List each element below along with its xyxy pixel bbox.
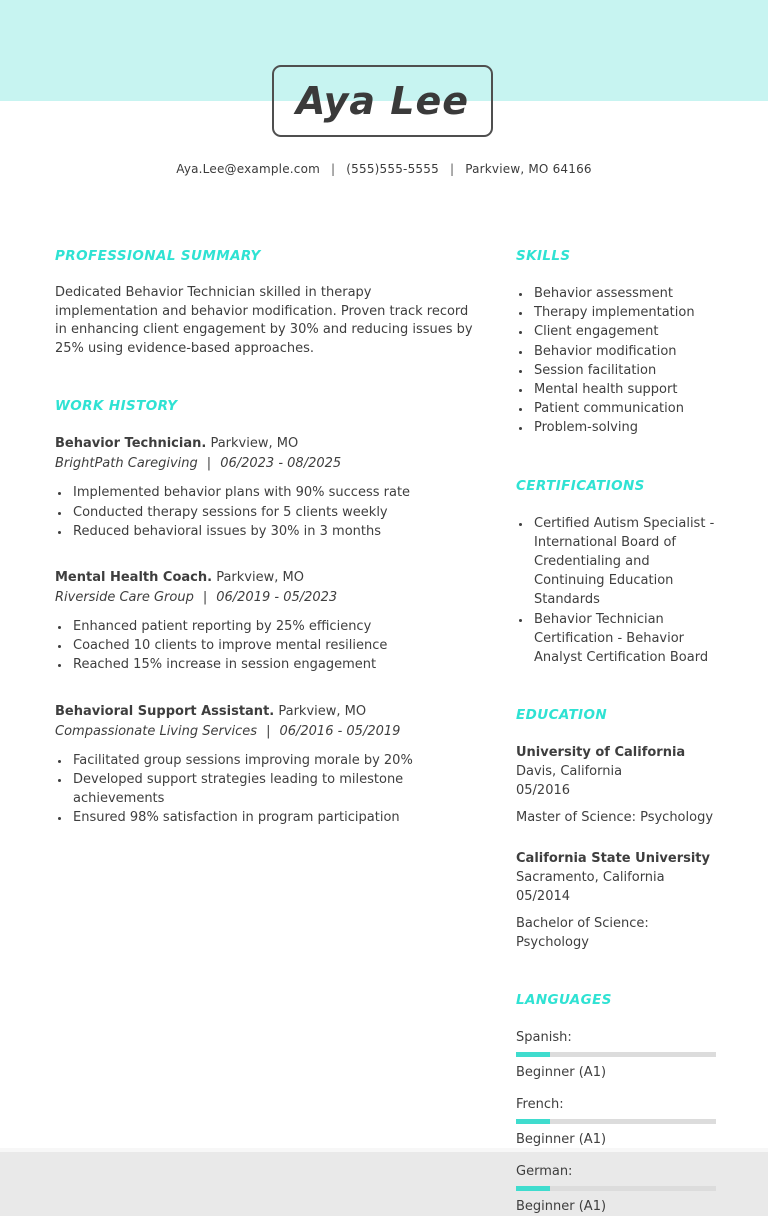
contact-separator: | (449, 162, 455, 176)
school-degree: Master of Science: Psychology (516, 810, 714, 826)
certifications-heading: CERTIFICATIONS (516, 477, 645, 494)
job-company-line (55, 453, 473, 474)
certifications-list (516, 514, 716, 668)
job-title: Mental Health Coach. (55, 569, 213, 585)
job-company: BrightPath Caregiving (55, 456, 198, 472)
job-separator: | (202, 589, 208, 605)
skills-heading: SKILLS (516, 248, 571, 264)
job-bullet: • Conducted therapy sessions for 5 clients weekly (71, 503, 473, 522)
job-entry (55, 568, 473, 675)
certification-item: • Behavior Technician Certification - Behavior Analyst Certification Board (532, 610, 716, 668)
skill-item: • Client engagement (532, 322, 716, 341)
candidate-name: Aya Lee (295, 79, 470, 123)
job-bullet: • Implemented behavior plans with 90% success rate (71, 483, 473, 502)
job-bullet: • Coached 10 clients to improve mental resilience (71, 636, 473, 655)
name-box (272, 65, 493, 137)
job-bullet: • Reduced behavioral issues by 30% in 3 months (71, 522, 473, 541)
job-bullet-list (55, 617, 473, 675)
school-date: 05/2016 (516, 783, 571, 799)
content-columns (55, 248, 716, 1216)
languages-heading: LANGUAGES (516, 992, 612, 1009)
job-dates: 06/2016 - 05/2019 (279, 723, 401, 739)
language-proficiency-bar (516, 1119, 716, 1124)
left-column (55, 248, 473, 827)
skill-item: • Problem-solving (532, 418, 716, 437)
skill-item: • Session facilitation (532, 361, 716, 380)
job-company-line (55, 721, 473, 742)
language-level: Beginner (A1) (516, 1132, 607, 1148)
job-company: Riverside Care Group (55, 589, 194, 605)
job-title: Behavioral Support Assistant. (55, 703, 275, 719)
school-name: California State University (516, 851, 710, 867)
skills-list (516, 284, 716, 438)
language-proficiency-bar (516, 1052, 716, 1057)
job-location: Parkview, MO (216, 569, 304, 585)
contact-separator: | (331, 162, 336, 176)
language-name: French: (516, 1097, 564, 1113)
education-entry (516, 743, 716, 827)
contact-location: Parkview, MO 64166 (465, 162, 592, 176)
contact-email: Aya.Lee@example.com (176, 162, 321, 176)
job-company-line (55, 587, 473, 608)
language-proficiency-fill (516, 1186, 550, 1191)
job-bullet: • Developed support strategies leading to milestone achievements (71, 770, 473, 808)
language-level: Beginner (A1) (516, 1199, 607, 1215)
skill-item: • Patient communication (532, 399, 716, 418)
page-bottom-edge (0, 1148, 768, 1152)
skill-item: • Behavior assessment (532, 284, 716, 303)
section-skills (516, 248, 716, 438)
job-bullet: • Facilitated group sessions improving morale by 20% (71, 751, 473, 770)
certification-item: • Certified Autism Specialist - International Board of Credentialing and Continuing Education Standards (532, 514, 716, 610)
job-bullet: • Reached 15% increase in session engagement (71, 655, 473, 674)
skill-item: • Mental health support (532, 380, 716, 399)
job-bullet: • Ensured 98% satisfaction in program participation (71, 808, 473, 827)
summary-text: Dedicated Behavior Technician skilled in therapy implementation and behavior modification. Proven track record in enhancing client engagement by 30% and reducing issues by 25% using evidence-based approaches. (55, 285, 473, 356)
job-dates: 06/2023 - 08/2025 (220, 456, 342, 472)
right-column (516, 248, 716, 1216)
section-languages (516, 992, 716, 1216)
school-degree: Bachelor of Science: Psychology (516, 916, 649, 951)
job-location: Parkview, MO (278, 703, 367, 719)
section-professional-summary (55, 248, 473, 358)
language-name: German: (516, 1164, 573, 1180)
work-history-heading: WORK HISTORY (55, 398, 178, 415)
education-heading: EDUCATION (516, 707, 608, 724)
summary-heading: PROFESSIONAL SUMMARY (55, 248, 261, 264)
language-entry (516, 1095, 716, 1149)
school-location: Davis, California (516, 764, 623, 780)
job-entry (55, 434, 473, 541)
job-entry (55, 702, 473, 828)
language-proficiency-bar (516, 1186, 716, 1191)
school-date: 05/2014 (516, 889, 571, 905)
job-title-line (55, 702, 473, 721)
section-certifications (516, 478, 716, 668)
job-company: Compassionate Living Services (55, 723, 258, 739)
language-level: Beginner (A1) (516, 1065, 607, 1081)
school-location: Sacramento, California (516, 870, 665, 886)
job-title: Behavior Technician. (55, 436, 207, 452)
job-bullet: • Enhanced patient reporting by 25% efficiency (71, 617, 473, 636)
job-bullet-list (55, 483, 473, 541)
contact-phone: (555)555-5555 (346, 162, 439, 176)
contact-line (0, 162, 768, 176)
language-proficiency-fill (516, 1052, 550, 1057)
job-bullet-list (55, 751, 473, 828)
job-title-line (55, 568, 473, 587)
language-name: Spanish: (516, 1030, 572, 1046)
education-entry (516, 849, 716, 952)
school-name: University of California (516, 745, 686, 761)
language-entry (516, 1162, 716, 1216)
job-separator: | (206, 456, 212, 472)
job-dates: 06/2019 - 05/2023 (216, 589, 338, 605)
skill-item: • Therapy implementation (532, 303, 716, 322)
language-entry (516, 1028, 716, 1082)
section-education (516, 707, 716, 952)
job-title-line (55, 434, 473, 453)
section-work-history (55, 398, 473, 827)
job-location: Parkview, MO (210, 436, 299, 452)
skill-item: • Behavior modification (532, 342, 716, 361)
language-proficiency-fill (516, 1119, 550, 1124)
job-separator: | (266, 723, 271, 739)
